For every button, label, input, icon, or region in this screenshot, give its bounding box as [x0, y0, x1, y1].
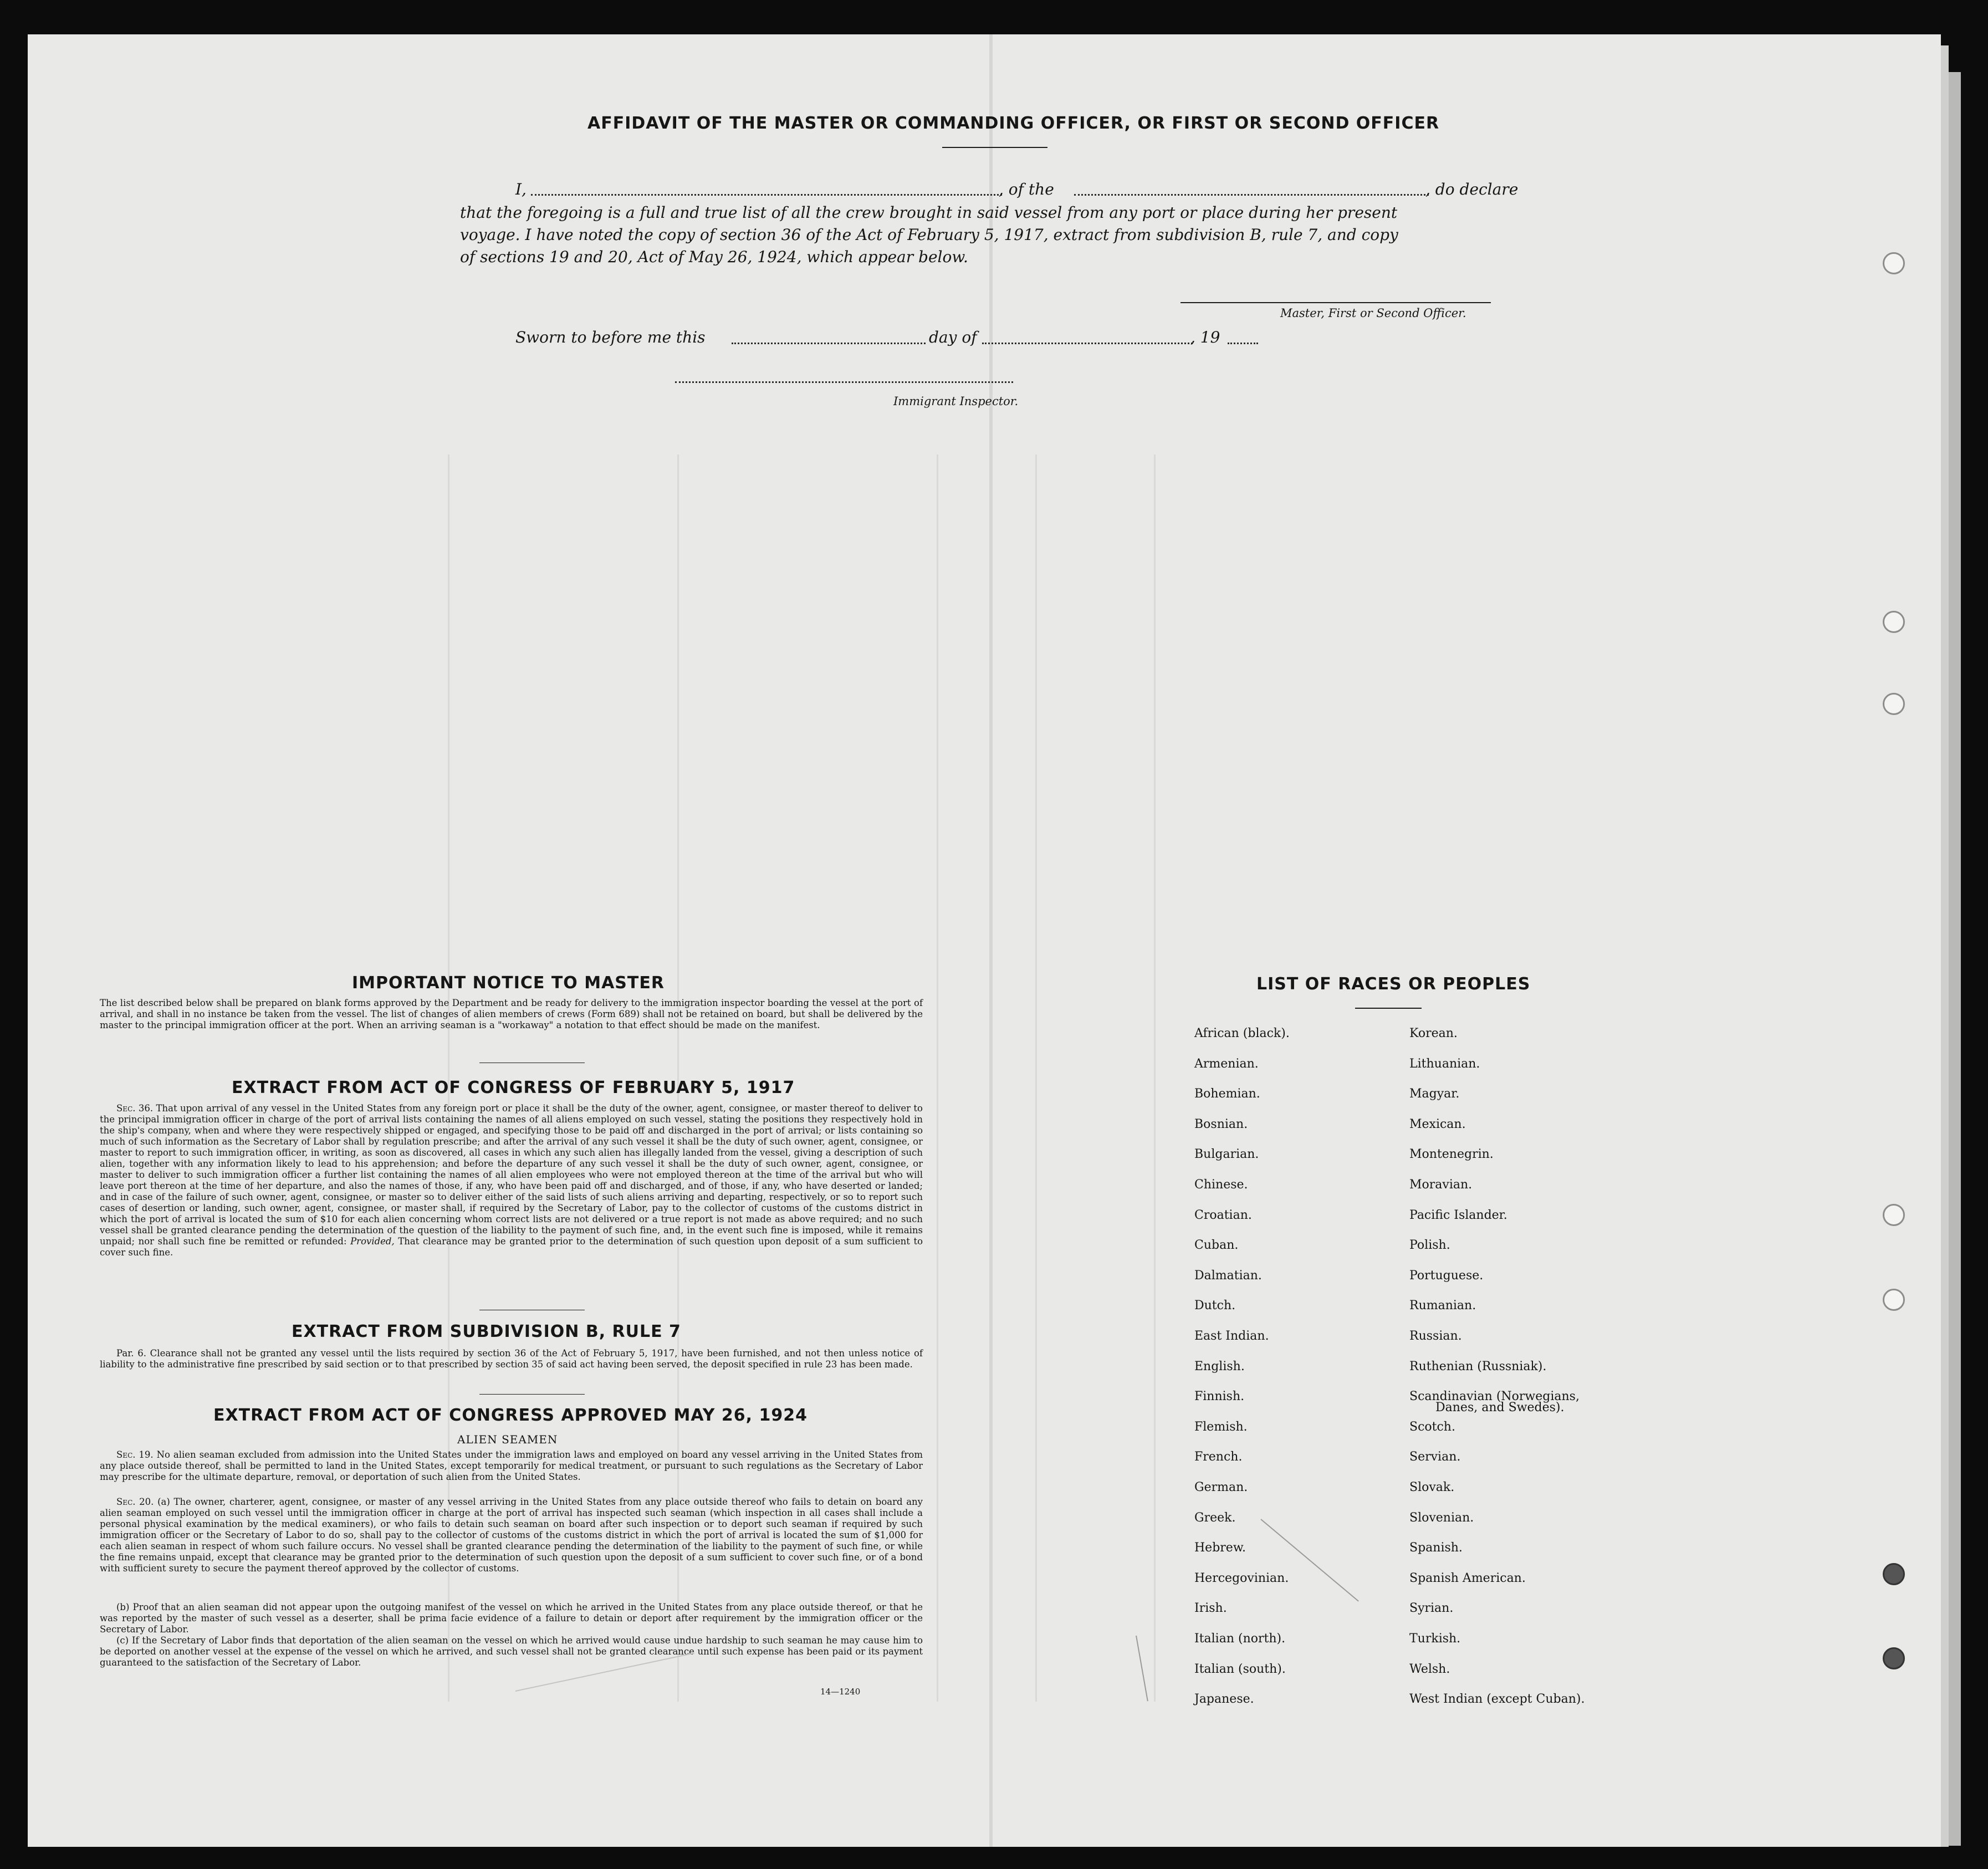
race-item: Italian (south). [1194, 1662, 1286, 1676]
race-item: Greek. [1194, 1511, 1236, 1525]
notice-title: IMPORTANT NOTICE TO MASTER [352, 973, 665, 993]
race-item: Magyar. [1409, 1087, 1460, 1101]
binder-hole [1883, 252, 1905, 274]
extract-1924-title: EXTRACT FROM ACT OF CONGRESS APPROVED MAY 26, 1924 [213, 1406, 808, 1425]
sworn-day-of: day of [929, 328, 977, 346]
sworn-year-field[interactable] [1228, 343, 1258, 344]
notice-body: The list described below shall be prepared on blank forms approved by the Department and be ready for delivery to the immigration inspector boarding the vessel at the port of arrival, and shall in no instance be taken from the vessel. The list of changes of alien members of crews (Form 689) shall not be retained on board, but shall be delivered by the master to the principal immigration officer at the port. When an arriving seaman is a "workaway" a notation to that effect should be made on the manifest. [100, 998, 923, 1030]
bleed-through-line [937, 455, 938, 1702]
affidavit-line-2: that the foregoing is a full and true list of all the crew brought in said vessel from any port or place during her present [460, 203, 1398, 222]
race-item: Spanish. [1409, 1541, 1463, 1555]
race-item: Bulgarian. [1194, 1147, 1259, 1161]
race-item: Korean. [1409, 1027, 1458, 1040]
form-number: 14—1240 [820, 1687, 861, 1697]
affidavit-declare: , do declare [1425, 180, 1519, 198]
inspector-signature-line[interactable] [675, 381, 1013, 383]
sec-20-label: Sec. 20. [116, 1497, 154, 1507]
race-item: Russian. [1409, 1329, 1462, 1343]
race-item: Italian (north). [1194, 1632, 1286, 1646]
races-title: LIST OF RACES OR PEOPLES [1256, 974, 1531, 994]
underlying-page-edge-2 [1949, 72, 1961, 1846]
affidavit-of-the: , of the [999, 180, 1054, 198]
rule7-title: EXTRACT FROM SUBDIVISION B, RULE 7 [292, 1322, 681, 1341]
inspector-label: Immigrant Inspector. [893, 395, 1019, 408]
affidavit-title: AFFIDAVIT OF THE MASTER OR COMMANDING OFFICER, OR FIRST OR SECOND OFFICER [587, 114, 1440, 133]
race-item: Polish. [1409, 1238, 1450, 1252]
race-item: Syrian. [1409, 1601, 1454, 1615]
binder-hole [1883, 1289, 1905, 1311]
race-item: Bosnian. [1194, 1117, 1248, 1131]
race-item: Turkish. [1409, 1632, 1461, 1646]
race-item: Portuguese. [1409, 1269, 1484, 1283]
race-item: Rumanian. [1409, 1299, 1476, 1313]
master-signature-label: Master, First or Second Officer. [1280, 307, 1466, 320]
sec-19-paragraph [100, 1449, 923, 1483]
sworn-day-field[interactable] [732, 343, 926, 344]
sworn-month-field[interactable] [982, 343, 1193, 344]
race-item: African (black). [1194, 1027, 1290, 1040]
race-item: Chinese. [1194, 1178, 1248, 1192]
race-item: Servian. [1409, 1450, 1461, 1464]
races-title-underline [1355, 1008, 1422, 1009]
underlying-page-edge [1941, 45, 1949, 1847]
binder-hole [1883, 1647, 1905, 1669]
race-item: French. [1194, 1450, 1243, 1464]
bleed-through-line [1035, 455, 1037, 1702]
declarant-name-field[interactable] [531, 194, 1002, 196]
race-item: Ruthenian (Russniak). [1409, 1360, 1547, 1373]
title-underline [942, 147, 1047, 148]
binder-hole [1883, 693, 1905, 715]
race-item: Moravian. [1409, 1178, 1473, 1192]
race-item: Pacific Islander. [1409, 1208, 1507, 1222]
race-item: Hebrew. [1194, 1541, 1246, 1555]
proviso-label: Provided, [350, 1236, 395, 1247]
vessel-name-field[interactable] [1074, 194, 1429, 196]
sec-36-text: That upon arrival of any vessel in the United States from any foreign port or place it shall be the duty of the owner, agent, consignee, or master thereof to deliver to the principal immigration officer in charge of the port of arrival lists containing the names of all aliens employed on such vessel, stating the positions they respectively hold in the ship's company, when and where they were respectively shipped or engaged, and specifying those to be paid off and discharged in the port of arrival; or lists containing so much of such information as the Secretary of Labor shall by regulation prescribe; and after the arrival of any such vessel it shall be the duty of such owner, agent, consignee, or master to report to such immigration officer, in writing, as soon as discovered, all cases in which any such alien has illegally landed from the vessel, giving a description of such alien, together with any information likely to lead to his apprehension; and before the departure of any such vessel it shall be the duty of such owner, agent, consignee, or master to deliver to such immigration officer a further list containing the names of all alien employees who were not employed thereon at the time of the arrival but who will leave port thereon at the time of her departure, and also the names of those, if any, who have been paid off and discharged, and of those, if any, who have deserted or landed; and in case of the failure of such owner, agent, consignee, or master so to deliver either of the said lists of such aliens arriving and departing, respectively, or so to report such cases of desertion or landing, such owner, agent, consignee, or master shall, if required by the Secretary of Labor, pay to the collector of customs of the customs district in which the port of arrival is located the sum of $10 for each alien concerning whom correct lists are not delivered or a true report is not made as above required; and no such vessel shall be granted clearance pending the determination of the question of the liability to the payment of such fine, and, in the event such fine is imposed, while it remains unpaid; nor shall such fine be remitted or refunded: [100, 1103, 923, 1247]
race-item: Dalmatian. [1194, 1269, 1262, 1283]
race-item: West Indian (except Cuban). [1409, 1692, 1585, 1706]
race-item: Hercegovinian. [1194, 1571, 1289, 1585]
race-item: Armenian. [1194, 1057, 1259, 1071]
race-item: German. [1194, 1480, 1248, 1494]
race-item: East Indian. [1194, 1329, 1269, 1343]
race-item: Flemish. [1194, 1420, 1248, 1434]
master-signature-line[interactable] [1180, 302, 1491, 303]
race-scandinavian-continuation: Danes, and Swedes). [1435, 1401, 1565, 1414]
sec-19-label: Sec. 19. [116, 1449, 154, 1460]
section-divider [479, 1394, 585, 1395]
race-item: Japanese. [1194, 1692, 1254, 1706]
rule7-body: Par. 6. Clearance shall not be granted any vessel until the lists required by section 36 of the Act of February 5, 1917, have been furnished, and not then unless notice of liability to the administrative fine prescribed by said section or to that prescribed by section 35 of said act having been served, the deposit specified in rule 23 has been made. [100, 1348, 923, 1370]
race-item: Finnish. [1194, 1390, 1245, 1403]
affidavit-line-4: of sections 19 and 20, Act of May 26, 1924, which appear below. [460, 248, 968, 266]
sec-36-label: Sec. 36. [116, 1103, 154, 1114]
race-item: Welsh. [1409, 1662, 1450, 1676]
binder-hole [1883, 1204, 1905, 1226]
race-item: Croatian. [1194, 1208, 1252, 1222]
proviso-text: That clearance may be granted prior to the determination of such question upon deposit of a sum sufficient to cover such fine. [100, 1236, 923, 1258]
race-item: Slovenian. [1409, 1511, 1474, 1525]
race-item: English. [1194, 1360, 1245, 1373]
center-fold [989, 34, 993, 1847]
alien-seamen-subtitle: ALIEN SEAMEN [457, 1433, 558, 1446]
sworn-year-prefix: , 19 [1190, 328, 1220, 346]
race-item: Montenegrin. [1409, 1147, 1494, 1161]
binder-hole [1883, 611, 1905, 633]
affidavit-line-3: voyage. I have noted the copy of section 36 of the Act of February 5, 1917, extract from subdivision B, rule 7, and copy [460, 226, 1398, 244]
sec-20a-paragraph [100, 1497, 923, 1574]
binder-hole [1883, 1563, 1905, 1585]
race-item: Cuban. [1194, 1238, 1239, 1252]
race-item: Spanish American. [1409, 1571, 1526, 1585]
sec-19-text: No alien seaman excluded from admission into the United States under the immigration laws and employed on board any vessel arriving in the United States from any place outside thereof, shall be permitted to land in the United States, except temporarily for medical treatment, or pursuant to such regulations as the Secretary of Labor may prescribe for the ultimate departure, removal, or deportation of such alien from the United States. [100, 1449, 923, 1482]
race-item: Lithuanian. [1409, 1057, 1480, 1071]
race-item: Slovak. [1409, 1480, 1455, 1494]
race-item: Bohemian. [1194, 1087, 1260, 1101]
sec-20a-text: (a) The owner, charterer, agent, consignee, or master of any vessel arriving in the United States from any place outside thereof who fails to detain on board any alien seaman employed on such vessel until the immigration officer in charge at the port of arrival has inspected such seaman (which inspection in all cases shall include a personal physical examination by the medical examiners), or who fails to detain such seaman on board after such inspection or to deport such seaman if required by such immigration officer or the Secretary of Labor to do so, shall pay to the collector of customs of the customs district in which the port of arrival is located the sum of $1,000 for each alien seaman in respect of whom such failure occurs. No vessel shall be granted clearance pending the determination of the liability to the payment of such fine, or while the fine remains unpaid, except that clearance may be granted prior to the determination of such question upon the deposit of a sum sufficient to cover such fine, or of a bond with sufficient surety to secure the payment thereof approved by the collector of customs. [100, 1497, 923, 1574]
race-item: Scandinavian (Norwegians, [1409, 1390, 1580, 1403]
sec-20b-paragraph: (b) Proof that an alien seaman did not appear upon the outgoing manifest of the vessel on which he arrived in the United States from any place outside thereof, or that he was reported by the master of such vessel as a deserter, shall be prima facie evidence of a failure to detain or deport after requirement by the immigration officer or the Secretary of Labor. [100, 1602, 923, 1635]
race-item: Scotch. [1409, 1420, 1455, 1434]
extract-1917-title: EXTRACT FROM ACT OF CONGRESS OF FEBRUARY 5, 1917 [232, 1078, 795, 1097]
affidavit-i: I, [515, 180, 527, 198]
bleed-through-line [1154, 455, 1156, 1702]
document-sheet [28, 34, 1941, 1847]
extract-1917-body [100, 1103, 923, 1258]
race-item: Dutch. [1194, 1299, 1236, 1313]
race-item: Irish. [1194, 1601, 1227, 1615]
sec-20c-paragraph: (c) If the Secretary of Labor finds that deportation of the alien seaman on the vessel on which he arrived would cause undue hardship to such seaman he may cause him to be deported on another vessel at the expense of the vessel on which he arrived, and such vessel shall not be granted clearance until such expense has been paid or its payment guaranteed to the satisfaction of the Secretary of Labor. [100, 1635, 923, 1668]
race-item: Mexican. [1409, 1117, 1466, 1131]
sworn-prefix: Sworn to before me this [515, 328, 706, 346]
